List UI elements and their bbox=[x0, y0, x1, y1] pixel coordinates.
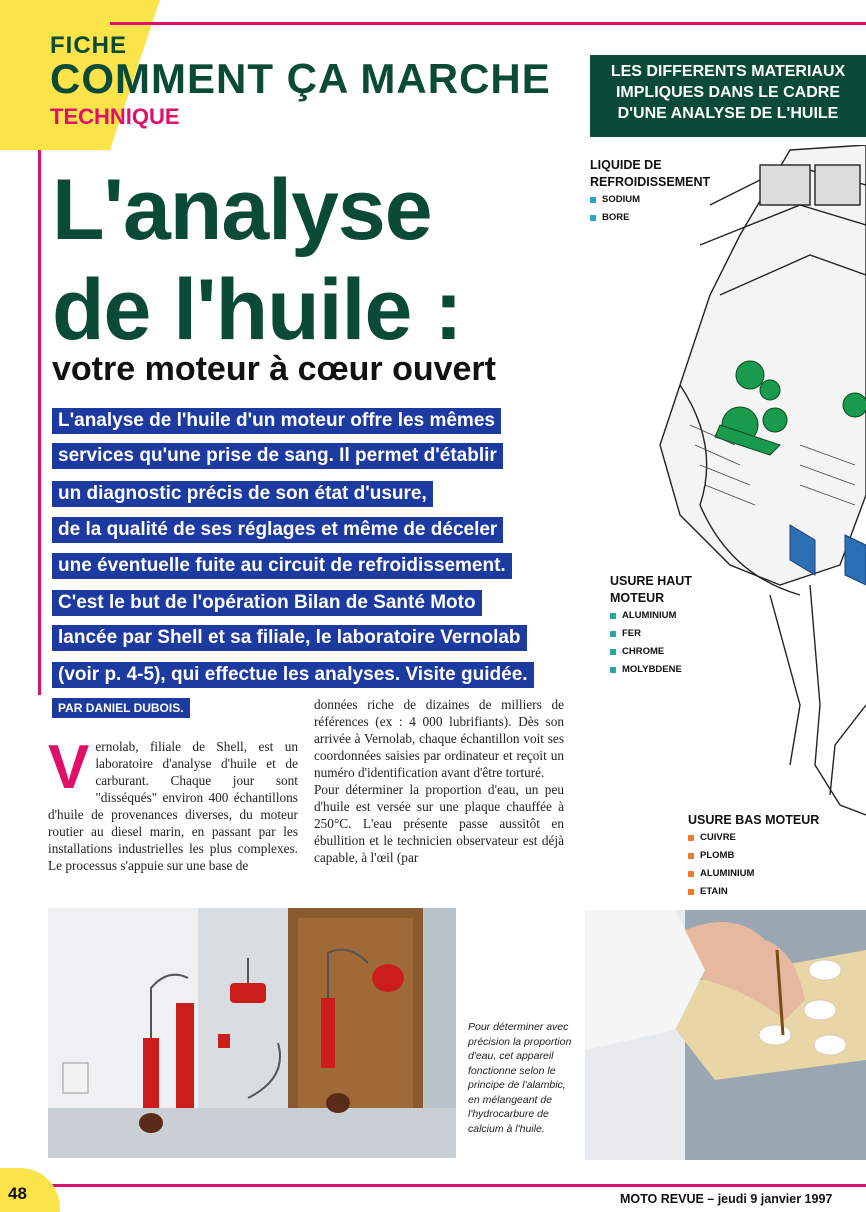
bottom-rule bbox=[0, 1184, 866, 1187]
legend-lower-engine bbox=[688, 812, 819, 901]
legend-swatch bbox=[610, 631, 616, 637]
legend-item: ETAIN bbox=[688, 883, 819, 901]
article-subtitle: votre moteur à cœur ouvert bbox=[52, 350, 496, 388]
materials-line: D'UNE ANALYSE DE L'HUILE bbox=[617, 105, 839, 122]
chapo-line: de la qualité de ses réglages et même de déceler bbox=[52, 517, 503, 543]
magazine-footer: MOTO REVUE – jeudi 9 janvier 1997 bbox=[620, 1192, 833, 1206]
legend-item: PLOMB bbox=[688, 847, 819, 865]
legend-item: CUIVRE bbox=[688, 829, 819, 847]
pipette-hand-photo bbox=[585, 910, 866, 1160]
legend-swatch bbox=[688, 853, 694, 859]
legend-title: MOTEUR bbox=[610, 591, 665, 605]
legend-swatch bbox=[590, 197, 596, 203]
dropcap: V bbox=[48, 733, 90, 802]
byline: PAR DANIEL DUBOIS. bbox=[52, 698, 190, 718]
legend-title: USURE BAS MOTEUR bbox=[688, 813, 820, 827]
legend-upper-engine bbox=[610, 573, 692, 679]
materials-line: LES DIFFERENTS MATERIAUX bbox=[610, 63, 846, 80]
materials-box bbox=[590, 55, 866, 137]
legend-title: LIQUIDE DE bbox=[590, 158, 662, 172]
chapo-line: L'analyse de l'huile d'un moteur offre les mêmes bbox=[52, 408, 501, 434]
legend-swatch bbox=[688, 871, 694, 877]
section-fiche: FICHE bbox=[50, 32, 127, 59]
section-technique: TECHNIQUE bbox=[50, 104, 180, 129]
materials-line: IMPLIQUES DANS LE CADRE bbox=[615, 84, 840, 101]
legend-swatch bbox=[590, 215, 596, 221]
legend-title: USURE HAUT bbox=[610, 574, 692, 588]
legend-item: BORE bbox=[590, 209, 710, 227]
legend-swatch bbox=[610, 649, 616, 655]
chapo-line: un diagnostic précis de son état d'usure, bbox=[52, 481, 433, 507]
legend-item: CHROME bbox=[610, 643, 692, 661]
legend-item: ALUMINIUM bbox=[610, 607, 692, 625]
legend-swatch bbox=[610, 613, 616, 619]
left-rule bbox=[38, 150, 41, 695]
chapo-line: (voir p. 4-5), qui effectue les analyses. Visite guidée. bbox=[52, 662, 534, 688]
legend-swatch bbox=[688, 835, 694, 841]
legend-cooling bbox=[590, 157, 710, 227]
body-text: ernolab, filiale de Shell, est un laboratoire d'analyse d'huile et de carburant. Chaque jour sont "disséqués" environ 400 échantillons d'huile de provenances diverses, du moteur routier au diesel marin, en passant par les installations industrielles les plus complexes. Le processus s'appuie sur une base de bbox=[48, 739, 298, 873]
body-text: Pour déterminer la proportion d'eau, un peu d'huile est versée sur une plaque chauffée à 250°C. L'eau présente passe aussitôt en ébullition et le technicien observateur est déjà capable, à l'œil (par bbox=[314, 782, 564, 865]
photo-caption: Pour déterminer avec précision la proportion d'eau, cet appareil fonctionne selon le principe de l'alambic, en mélangeant de l'hydrocarbure de calcium à l'huile. bbox=[468, 1021, 572, 1135]
legend-item: MOLYBDENE bbox=[610, 661, 692, 679]
title-line: de l'huile : bbox=[52, 262, 462, 358]
chapo-line: C'est le but de l'opération Bilan de Santé Moto bbox=[52, 590, 482, 616]
legend-item: FER bbox=[610, 625, 692, 643]
title-line: L'analyse bbox=[52, 162, 432, 258]
legend-title: REFROIDISSEMENT bbox=[590, 175, 711, 189]
legend-item: SODIUM bbox=[590, 191, 710, 209]
article-title bbox=[52, 160, 462, 360]
body-column-2 bbox=[314, 696, 564, 866]
page-number: 48 bbox=[8, 1184, 27, 1203]
body-column-1 bbox=[48, 733, 298, 874]
legend-swatch bbox=[688, 889, 694, 895]
chapo-line: lancée par Shell et sa filiale, le laboratoire Vernolab bbox=[52, 625, 527, 651]
section-comment: COMMENT ÇA MARCHE bbox=[50, 55, 551, 102]
legend-item: ALUMINIUM bbox=[688, 865, 819, 883]
chapo-line: services qu'une prise de sang. Il permet d'établir bbox=[52, 443, 503, 469]
chapo-line: une éventuelle fuite au circuit de refroidissement. bbox=[52, 553, 512, 579]
legend-swatch bbox=[610, 667, 616, 673]
top-rule bbox=[110, 22, 866, 25]
body-text: données riche de dizaines de milliers de références (ex : 4 000 lubrifiants). Dès son arrivée à Vernolab, chaque échantillon voit ses coordonnées saisies par ordinateur et reçoit un numéro d'identification avant d'être torturé. bbox=[314, 697, 564, 780]
lab-apparatus-photo bbox=[48, 908, 456, 1158]
engine-illustration bbox=[640, 145, 866, 825]
